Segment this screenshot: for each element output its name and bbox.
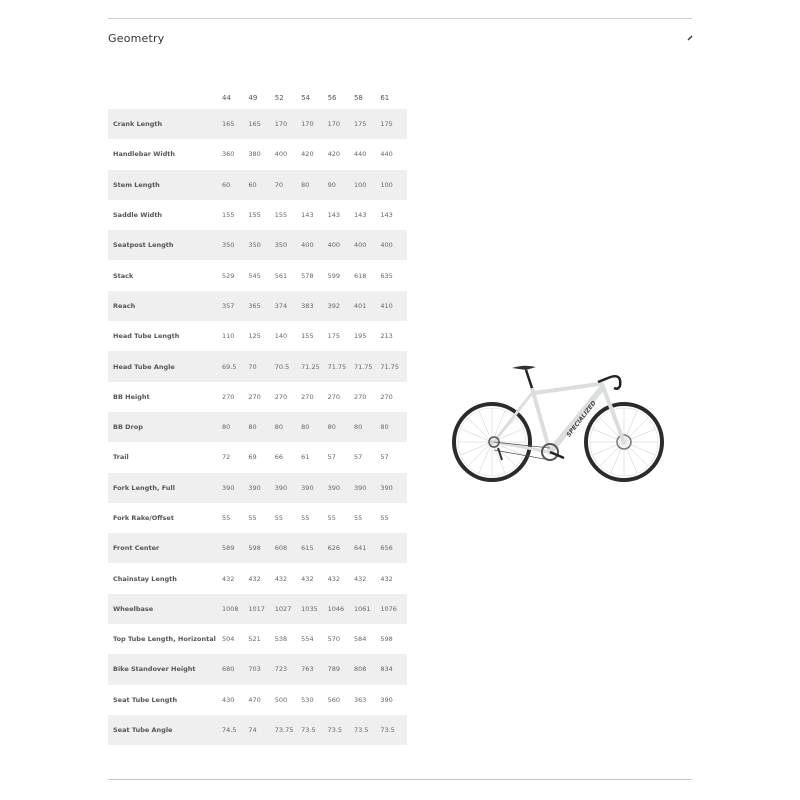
row-label: Crank Length xyxy=(108,109,222,139)
cell-value: 80 xyxy=(248,412,274,442)
cell-value: 635 xyxy=(380,271,393,280)
cell-value: 350 xyxy=(248,230,274,260)
cell-value: 155 xyxy=(222,211,235,220)
row-label: Saddle Width xyxy=(113,211,163,220)
cell-value: 143 xyxy=(327,211,340,220)
cell-value: 554 xyxy=(301,635,314,644)
row-label: BB Height xyxy=(113,392,150,401)
cell-value: 100 xyxy=(380,170,406,200)
cell-value: 1017 xyxy=(248,594,274,624)
cell-value: 60 xyxy=(248,170,274,200)
cell-value: 529 xyxy=(222,271,235,280)
cell-value: 401 xyxy=(354,291,380,321)
cell-value: 400 xyxy=(301,230,327,260)
svg-text:SPECIALIZED: SPECIALIZED xyxy=(565,399,598,439)
cell-value: 380 xyxy=(248,150,261,159)
cell-value: 589 xyxy=(222,533,248,563)
cell-value: 71.25 xyxy=(301,351,327,381)
table-row xyxy=(108,109,407,139)
cell-value: 500 xyxy=(274,695,288,704)
cell-value: 392 xyxy=(328,291,354,321)
row-label: Fork Rake/Offset xyxy=(113,514,174,522)
table-row xyxy=(108,442,407,472)
cell-value: 1061 xyxy=(354,594,380,624)
cell-value: 270 xyxy=(380,392,393,401)
cell-value: 618 xyxy=(353,271,367,280)
cell-value: 55 xyxy=(248,514,257,522)
cell-value: 440 xyxy=(380,150,393,159)
cell-value: 723 xyxy=(275,654,301,684)
table-row xyxy=(108,563,407,593)
cell-value: 72 xyxy=(222,453,231,462)
row-label: Seat Tube Length xyxy=(113,695,178,704)
cell-value: 73.5 xyxy=(354,715,380,745)
cell-value: 110 xyxy=(222,332,235,341)
cell-value: 598 xyxy=(248,533,274,563)
cell-value: 61 xyxy=(301,453,310,462)
cell-value: 570 xyxy=(327,635,340,644)
size-header: 44 xyxy=(222,93,231,102)
cell-value: 74.5 xyxy=(222,715,248,745)
cell-value: 561 xyxy=(274,271,288,280)
cell-value: 73.5 xyxy=(328,715,354,745)
cell-value: 140 xyxy=(274,332,288,341)
size-header-row xyxy=(108,86,407,109)
cell-value: 66 xyxy=(274,453,284,462)
row-label: Handlebar Width xyxy=(113,150,176,159)
cell-value: 55 xyxy=(380,514,389,522)
cell-value: 70.5 xyxy=(275,351,301,381)
cell-value: 626 xyxy=(328,533,354,563)
cell-value: 73.5 xyxy=(380,715,406,745)
table-row xyxy=(108,473,407,503)
table-row xyxy=(108,685,407,715)
cell-value: 608 xyxy=(275,533,301,563)
cell-value: 270 xyxy=(248,392,261,401)
cell-value: 390 xyxy=(301,473,327,503)
cell-value: 1027 xyxy=(275,594,301,624)
row-label: Wheelbase xyxy=(108,594,222,624)
cell-value: 270 xyxy=(274,392,288,401)
cell-value: 834 xyxy=(380,654,406,684)
table-row xyxy=(108,200,407,230)
cell-value: 390 xyxy=(275,473,301,503)
cell-value: 73.5 xyxy=(301,715,327,745)
size-header: 52 xyxy=(274,93,284,102)
cell-value: 350 xyxy=(222,230,248,260)
cell-value: 143 xyxy=(353,211,367,220)
cell-value: 170 xyxy=(301,109,327,139)
cell-value: 74 xyxy=(248,715,274,745)
cell-value: 530 xyxy=(301,695,314,704)
cell-value: 400 xyxy=(380,230,406,260)
cell-value: 170 xyxy=(328,109,354,139)
row-label: Reach xyxy=(108,291,222,321)
cell-value: 69 xyxy=(248,453,257,462)
cell-value: 70 xyxy=(275,170,301,200)
cell-value: 270 xyxy=(301,392,314,401)
cell-value: 55 xyxy=(353,514,363,522)
cell-value: 584 xyxy=(353,635,367,644)
cell-value: 365 xyxy=(248,291,274,321)
cell-value: 143 xyxy=(301,211,314,220)
table-row xyxy=(108,412,407,442)
cell-value: 80 xyxy=(301,170,327,200)
cell-value: 57 xyxy=(327,453,336,462)
table-row xyxy=(108,594,407,624)
size-header: 56 xyxy=(327,93,337,102)
cell-value: 175 xyxy=(327,332,340,341)
cell-value: 357 xyxy=(222,291,248,321)
cell-value: 60 xyxy=(222,170,248,200)
cell-value: 100 xyxy=(354,170,380,200)
cell-value: 350 xyxy=(275,230,301,260)
cell-value: 155 xyxy=(248,211,261,220)
cell-value: 430 xyxy=(222,695,235,704)
cell-value: 615 xyxy=(301,533,327,563)
row-label: Fork Length, Full xyxy=(108,473,222,503)
size-header: 49 xyxy=(248,93,258,102)
cell-value: 80 xyxy=(275,412,301,442)
cell-value: 80 xyxy=(328,412,354,442)
cell-value: 432 xyxy=(248,574,261,583)
cell-value: 641 xyxy=(354,533,380,563)
cell-value: 521 xyxy=(248,635,261,644)
cell-value: 374 xyxy=(275,291,301,321)
cell-value: 470 xyxy=(248,695,261,704)
table-row xyxy=(108,321,407,351)
rear-wheel xyxy=(454,404,530,480)
cell-value: 69.5 xyxy=(222,351,248,381)
cell-value: 155 xyxy=(301,332,314,341)
cell-value: 165 xyxy=(248,109,274,139)
cell-value: 71.75 xyxy=(328,351,354,381)
cell-value: 213 xyxy=(380,332,393,341)
cell-value: 175 xyxy=(380,109,406,139)
cell-value: 432 xyxy=(327,574,340,583)
cell-value: 175 xyxy=(354,109,380,139)
cell-value: 170 xyxy=(275,109,301,139)
row-label: Seat Tube Angle xyxy=(108,715,222,745)
cell-value: 363 xyxy=(353,695,367,704)
cell-value: 125 xyxy=(248,332,261,341)
size-header: 58 xyxy=(353,93,363,102)
header-empty xyxy=(108,86,222,109)
table-row xyxy=(108,503,407,533)
top-divider xyxy=(108,18,692,19)
cell-value: 420 xyxy=(327,150,340,159)
cell-value: 73.75 xyxy=(275,715,301,745)
cell-value: 90 xyxy=(328,170,354,200)
frame xyxy=(494,384,624,452)
cell-value: 1076 xyxy=(380,594,406,624)
table-row xyxy=(108,351,407,381)
row-label: Seatpost Length xyxy=(108,230,222,260)
cell-value: 80 xyxy=(380,412,406,442)
cell-value: 390 xyxy=(248,473,274,503)
cell-value: 270 xyxy=(222,392,235,401)
cell-value: 55 xyxy=(274,514,284,522)
chevron-up-icon[interactable] xyxy=(686,34,694,42)
table-row xyxy=(108,291,407,321)
cell-value: 80 xyxy=(222,412,248,442)
row-label: Top Tube Length, Horizontal xyxy=(113,635,216,644)
cell-value: 270 xyxy=(353,392,367,401)
cell-value: 390 xyxy=(380,473,406,503)
cell-value: 1046 xyxy=(328,594,354,624)
cell-value: 400 xyxy=(354,230,380,260)
cell-value: 55 xyxy=(222,514,231,522)
cell-value: 70 xyxy=(248,351,274,381)
cell-value: 57 xyxy=(353,453,363,462)
cell-value: 360 xyxy=(222,150,235,159)
cell-value: 578 xyxy=(301,271,314,280)
cell-value: 80 xyxy=(301,412,327,442)
row-label: Head Tube Length xyxy=(113,332,180,341)
cell-value: 599 xyxy=(327,271,340,280)
row-label: Stem Length xyxy=(108,170,222,200)
cell-value: 55 xyxy=(301,514,310,522)
table-row xyxy=(108,654,407,684)
cell-value: 390 xyxy=(354,473,380,503)
table-row xyxy=(108,624,407,654)
cell-value: 80 xyxy=(354,412,380,442)
cell-value: 195 xyxy=(353,332,367,341)
cell-value: 1035 xyxy=(301,594,327,624)
section-title: Geometry xyxy=(108,32,165,45)
size-header: 61 xyxy=(380,93,390,102)
cell-value: 545 xyxy=(248,271,261,280)
cell-value: 432 xyxy=(301,574,314,583)
cell-value: 703 xyxy=(248,654,274,684)
cell-value: 55 xyxy=(327,514,336,522)
cell-value: 538 xyxy=(274,635,288,644)
cell-value: 71.75 xyxy=(380,351,406,381)
cell-value: 270 xyxy=(327,392,340,401)
row-label: Chainstay Length xyxy=(113,574,177,583)
bottom-divider xyxy=(108,779,692,780)
cell-value: 432 xyxy=(380,574,393,583)
table-row xyxy=(108,715,407,745)
cell-value: 560 xyxy=(327,695,340,704)
cell-value: 598 xyxy=(380,635,393,644)
row-label: BB Drop xyxy=(108,412,222,442)
table-row xyxy=(108,533,407,563)
row-label: Front Center xyxy=(108,533,222,563)
cell-value: 383 xyxy=(301,291,327,321)
cell-value: 789 xyxy=(328,654,354,684)
row-label: Stack xyxy=(113,271,134,280)
cell-value: 390 xyxy=(328,473,354,503)
table-row xyxy=(108,382,407,412)
cell-value: 71.75 xyxy=(354,351,380,381)
table-row xyxy=(108,139,407,169)
table-row xyxy=(108,260,407,290)
cell-value: 440 xyxy=(353,150,367,159)
cell-value: 504 xyxy=(222,635,235,644)
geometry-table xyxy=(108,86,407,745)
cell-value: 1008 xyxy=(222,594,248,624)
cell-value: 432 xyxy=(353,574,367,583)
size-header: 54 xyxy=(301,93,311,102)
cell-value: 808 xyxy=(354,654,380,684)
row-label: Bike Standover Height xyxy=(108,654,222,684)
cell-value: 143 xyxy=(380,211,393,220)
cell-value: 410 xyxy=(380,291,406,321)
cell-value: 763 xyxy=(301,654,327,684)
cell-value: 390 xyxy=(222,473,248,503)
cell-value: 656 xyxy=(380,533,406,563)
row-label: Trail xyxy=(113,453,129,462)
row-label: Head Tube Angle xyxy=(108,351,222,381)
cell-value: 165 xyxy=(222,109,248,139)
table-row xyxy=(108,170,407,200)
cell-value: 432 xyxy=(274,574,288,583)
bike-image xyxy=(452,360,666,488)
cell-value: 432 xyxy=(222,574,235,583)
cell-value: 680 xyxy=(222,654,248,684)
cell-value: 155 xyxy=(274,211,288,220)
table-row xyxy=(108,230,407,260)
cell-value: 400 xyxy=(274,150,288,159)
cell-value: 57 xyxy=(380,453,389,462)
cell-value: 420 xyxy=(301,150,314,159)
cell-value: 390 xyxy=(380,695,393,704)
cell-value: 400 xyxy=(328,230,354,260)
